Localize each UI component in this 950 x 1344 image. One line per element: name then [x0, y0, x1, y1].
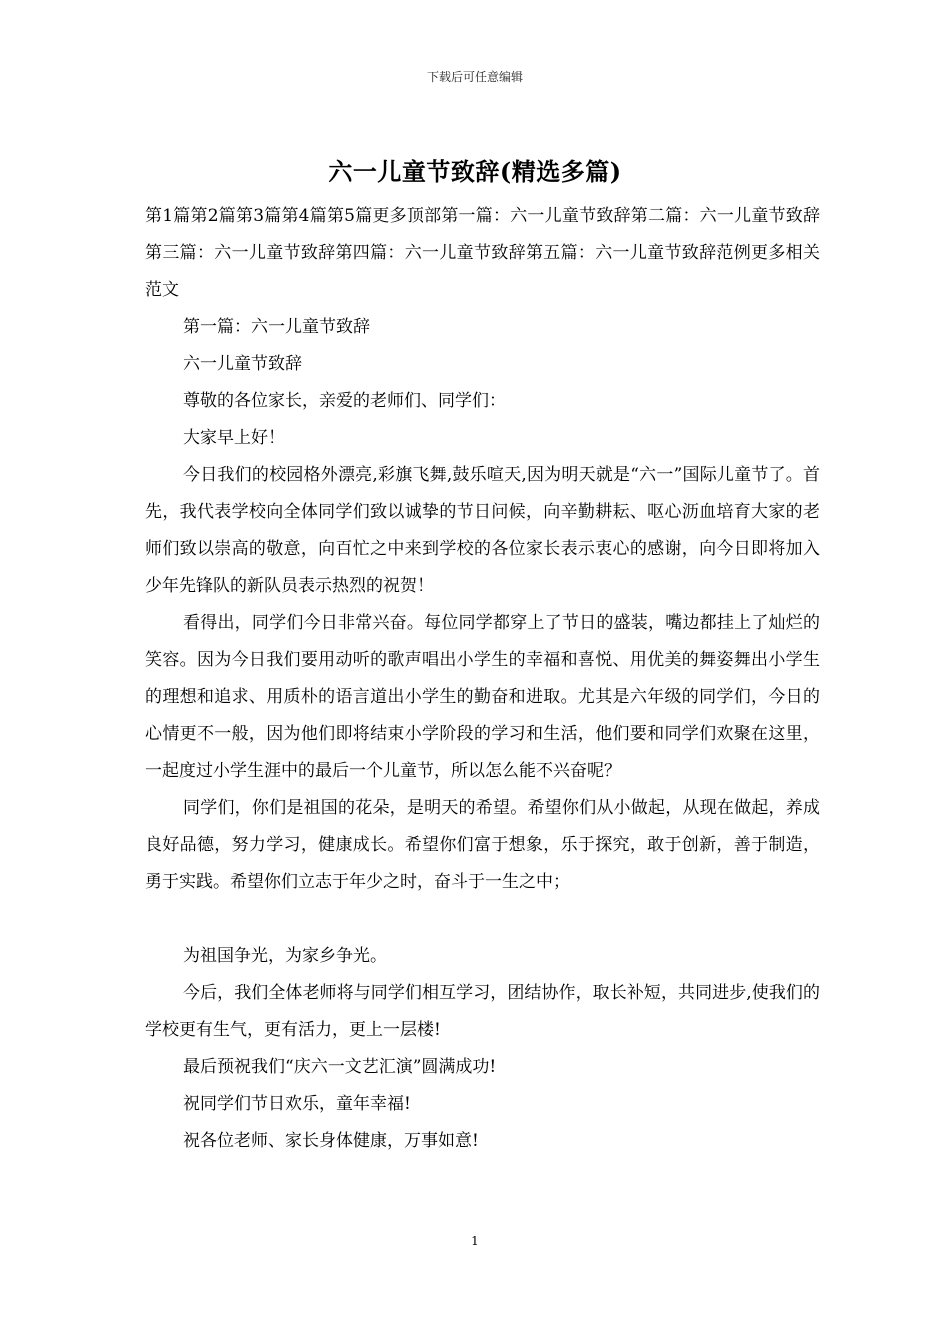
document-title: 六一儿童节致辞(精选多篇)	[328, 157, 622, 186]
body-paragraph: 今日我们的校园格外漂亮,彩旗飞舞,鼓乐喧天,因为明天就是“六一”国际儿童节了。首先，我代表学校向全体同学们致以诚挚的节日问候，向辛勤耕耘、呕心沥血培育大家的老师们致以崇高的敬意，向百忙之中来到学校的各位家长表示衷心的感谢，向今日即将加入少年先锋队的新队员表示热烈的祝贺！	[145, 465, 820, 596]
body-paragraph: 同学们，你们是祖国的花朵，是明天的希望。希望你们从小做起，从现在做起，养成良好品德，努力学习，健康成长。希望你们富于想象，乐于探究，敢于创新，善于制造，勇于实践。希望你们立志于年少之时，奋斗于一生之中；	[145, 798, 820, 892]
speech-title: 六一儿童节致辞	[183, 354, 302, 374]
document-body	[145, 198, 820, 1160]
closing-line: 祝同学们节日欢乐，童年幸福!	[183, 1094, 411, 1114]
page-number: 1	[471, 1234, 479, 1248]
salutation: 尊敬的各位家长，亲爱的老师们、同学们：	[183, 391, 506, 411]
section-heading: 第一篇：六一儿童节致辞	[183, 317, 370, 337]
body-paragraph: 为祖国争光，为家乡争光。	[183, 946, 387, 966]
closing-line: 祝各位老师、家长身体健康，万事如意!	[183, 1131, 479, 1151]
greeting: 大家早上好！	[183, 428, 285, 448]
body-paragraph: 看得出，同学们今日非常兴奋。每位同学都穿上了节日的盛装，嘴边都挂上了灿烂的笑容。因为今日我们要用动听的歌声唱出小学生的幸福和喜悦、用优美的舞姿舞出小学生的理想和追求、用质朴的语言道出小学生的勤奋和进取。尤其是六年级的同学们，今日的心情更不一般，因为他们即将结束小学阶段的学习和生活，他们要和同学们欢聚在这里，一起度过小学生涯中的最后一个儿童节，所以怎么能不兴奋呢？	[145, 613, 820, 781]
body-paragraph: 今后，我们全体老师将与同学们相互学习，团结协作，取长补短，共同进步,使我们的学校更有生气，更有活力，更上一层楼!	[145, 983, 820, 1040]
table-of-contents: 第1篇第2篇第3篇第4篇第5篇更多顶部第一篇：六一儿童节致辞第二篇：六一儿童节致辞第三篇：六一儿童节致辞第四篇：六一儿童节致辞第五篇：六一儿童节致辞范例更多相关范文	[145, 206, 820, 300]
closing-line: 最后预祝我们“庆六一文艺汇演”圆满成功!	[183, 1057, 497, 1077]
header-note: 下载后可任意编辑	[426, 70, 523, 84]
